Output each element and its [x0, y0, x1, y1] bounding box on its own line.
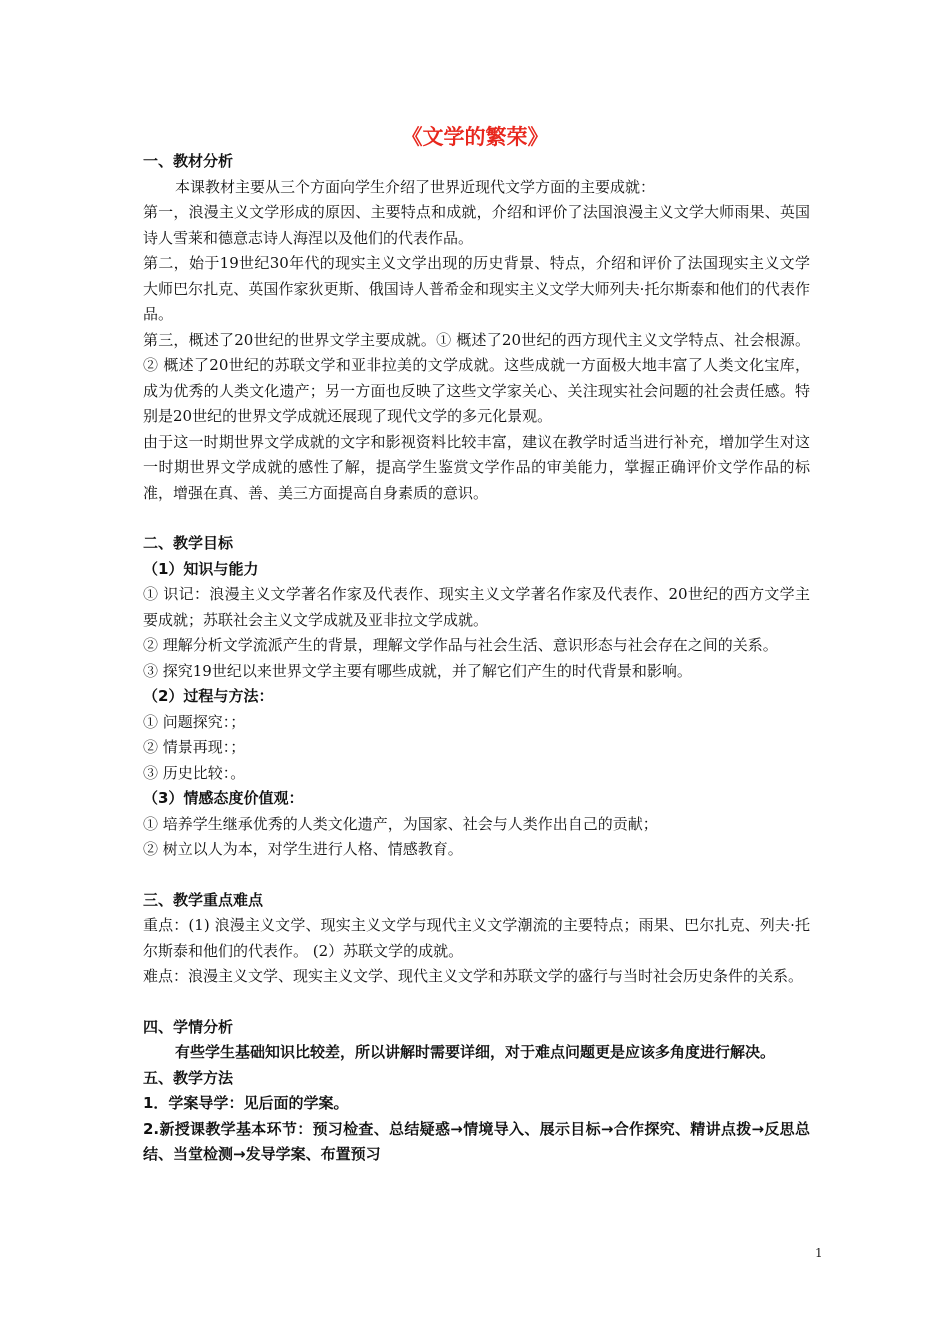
section-heading-teaching-methods: 五、教学方法: [143, 1068, 234, 1087]
goal-item: ② 树立以人为本，对学生进行人格、情感教育。: [143, 840, 463, 858]
subheading-process: （2）过程与方法：: [143, 687, 274, 705]
method-item: 1．学案导学：见后面的学案。: [143, 1094, 349, 1112]
paragraph-first: 第一，浪漫主义文学形成的原因、主要特点和成就，介绍和评价了法国浪漫主义文学大师雨果、英国诗人雪莱和德意志诗人海涅以及他们的代表作品。: [143, 203, 810, 247]
document-body: [143, 149, 810, 1168]
goal-item: ② 理解分析文学流派产生的背景，理解文学作品与社会生活、意识形态与社会存在之间的关系。: [143, 636, 778, 654]
goal-item: ① 识记：浪漫主义文学著名作家及代表作、现实主义文学著名作家及代表作、20世纪的西方文学主要成就；苏联社会主义文学成就及亚非拉文学成就。: [143, 585, 810, 629]
section-heading-student-analysis: 四、学情分析: [143, 1017, 234, 1036]
paragraph-intro: 本课教材主要从三个方面向学生介绍了世界近现代文学方面的主要成就：: [175, 177, 656, 196]
goal-item: ③ 历史比较：。: [143, 763, 246, 782]
paragraph-second: 第二，始于19世纪30年代的现实主义文学出现的历史背景、特点，介绍和评价了法国现实主义文学大师巴尔扎克、英国作家狄更斯、俄国诗人普希金和现实主义文学大师列夫·托尔斯泰和他们的代表作品。: [143, 254, 810, 323]
goal-item: ① 培养学生继承优秀的人类文化遗产，为国家、社会与人类作出自己的贡献；: [143, 814, 658, 833]
goal-item: ③ 探究19世纪以来世界文学主要有哪些成就，并了解它们产生的时代背景和影响。: [143, 661, 692, 680]
document-title: 《文学的繁荣》: [401, 125, 549, 149]
section-heading-textbook-analysis: 一、教材分析: [143, 152, 234, 170]
subheading-attitude: （3）情感态度价值观：: [143, 789, 304, 807]
student-analysis-text: 有些学生基础知识比较差，所以讲解时需要详细，对于难点问题更是应该多角度进行解决。: [175, 1043, 776, 1061]
subheading-knowledge: （1）知识与能力: [143, 559, 259, 578]
section-heading-key-points: 三、教学重点难点: [143, 890, 264, 909]
difficult-points: 难点：浪漫主义文学、现实主义文学、现代主义文学和苏联文学的盛行与当时社会历史条件的关系。: [143, 967, 804, 985]
page-number: 1: [815, 1246, 823, 1260]
key-points: 重点：(1) 浪漫主义文学、现实主义文学与现代主义文学潮流的主要特点；雨果、巴尔扎克、列夫·托尔斯泰和他们的代表作。 (2）苏联文学的成就。: [143, 916, 810, 960]
goal-item: ② 情景再现：；: [143, 738, 246, 756]
method-item: 2.新授课教学基本环节：预习检查、总结疑惑→情境导入、展示目标→合作探究、精讲点拨→反思总结、当堂检测→发导学案、布置预习: [143, 1119, 810, 1163]
paragraph-third: 第三，概述了20世纪的世界文学主要成就。① 概述了20世纪的西方现代主义文学特点、社会根源。② 概述了20世纪的苏联文学和亚非拉美的文学成就。这些成就一方面极大地丰富了人类文化宝库，成为优秀的人类文化遗产；另一方面也反映了这些文学家关心、关注现实社会问题的社会责任感。特别是20世纪的世界文学成就还展现了现代文学的多元化景观。: [143, 330, 810, 425]
paragraph-suggestion: 由于这一时期世界文学成就的文字和影视资料比较丰富，建议在教学时适当进行补充，增加学生对这一时期世界文学成就的感性了解，提高学生鉴赏文学作品的审美能力，掌握正确评价文学作品的标准，增强在真、善、美三方面提高自身素质的意识。: [143, 432, 810, 502]
goal-item: ① 问题探究：；: [143, 712, 246, 731]
section-heading-teaching-goals: 二、教学目标: [143, 534, 234, 552]
